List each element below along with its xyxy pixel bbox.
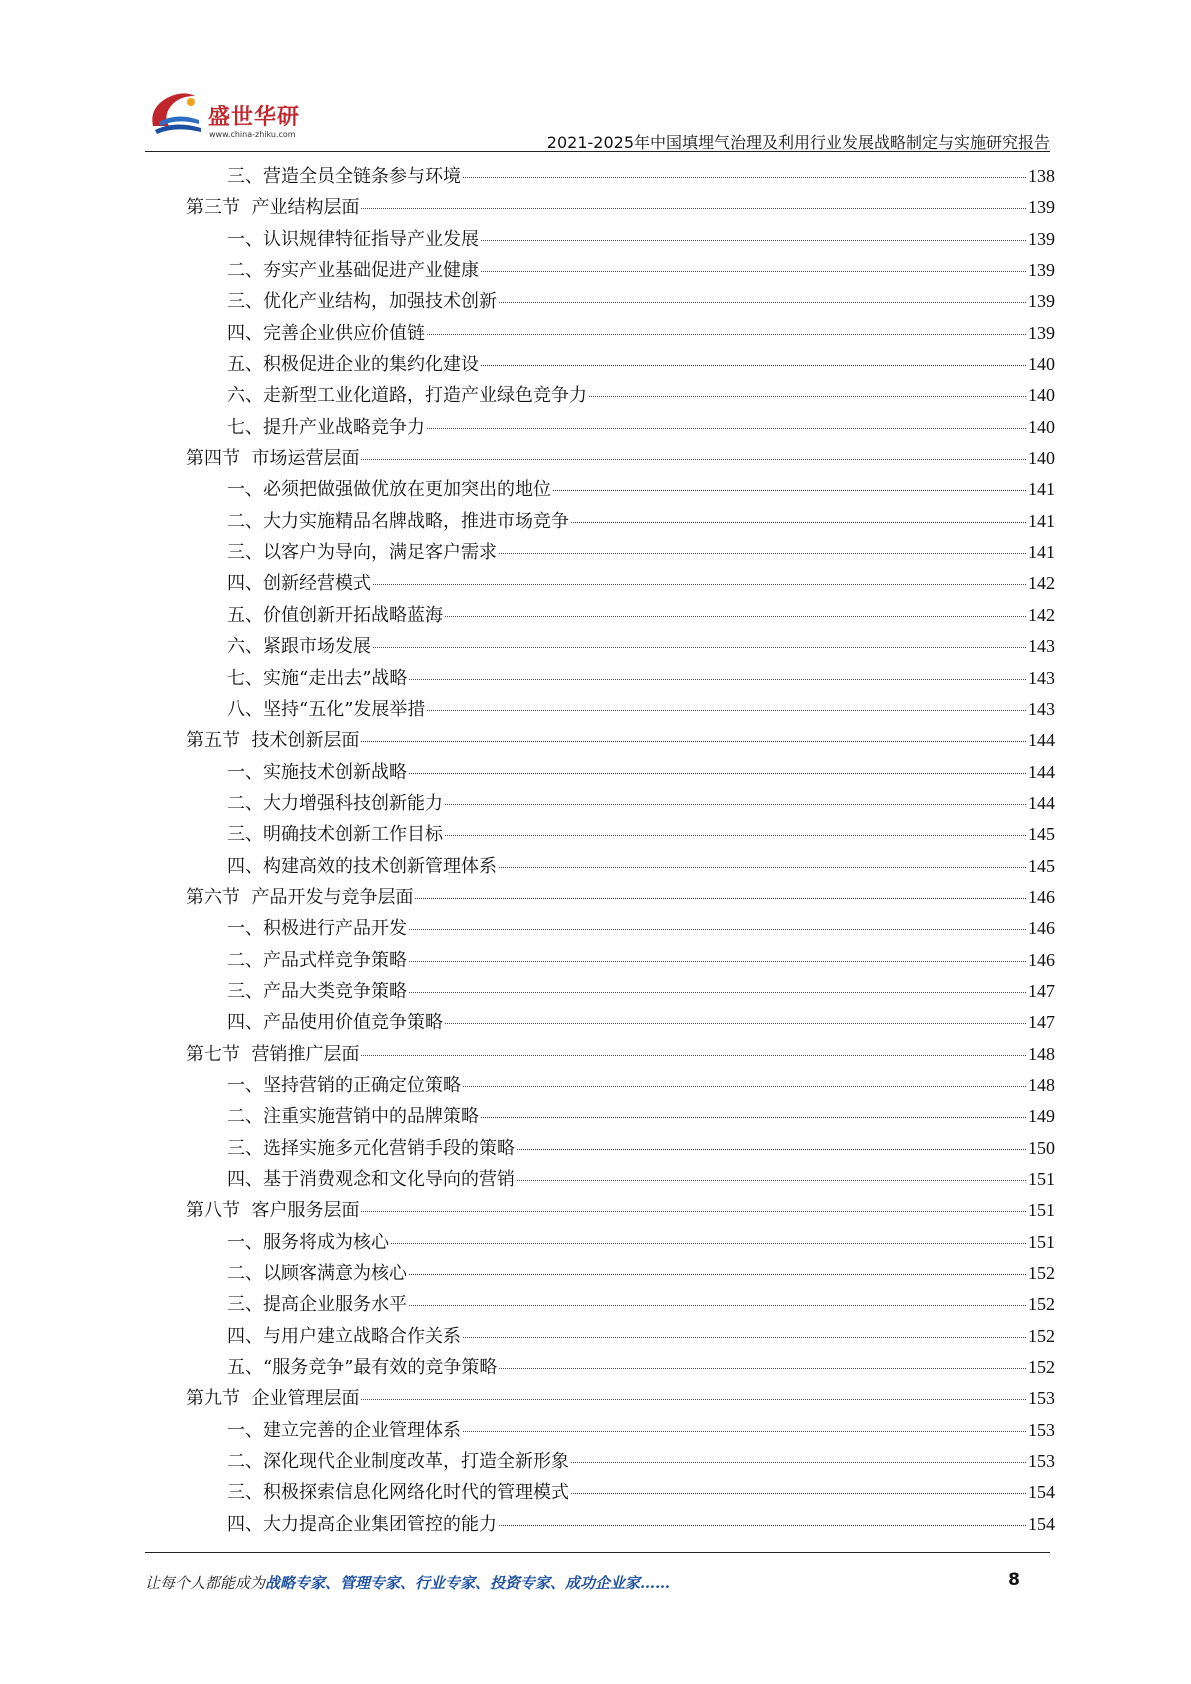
toc-subsection-entry[interactable] (186, 631, 1055, 662)
toc-entry-label: 六、走新型工业化道路，打造产业绿色竞争力 (227, 385, 587, 407)
toc-entry-label: 一、建立完善的企业管理体系 (227, 1419, 461, 1441)
toc-subsection-entry[interactable] (186, 819, 1055, 850)
toc-entry-label: 四、基于消费观念和文化导向的营销 (227, 1169, 515, 1190)
toc-entry-page: 152 (1028, 1294, 1055, 1315)
toc-entry-label: 第八节 客户服务层面 (186, 1200, 360, 1222)
brand-name: 盛世华研 (208, 105, 301, 130)
toc-entry-page: 148 (1028, 1074, 1055, 1095)
toc-dot-leader (499, 302, 1026, 303)
toc-subsection-entry[interactable] (186, 412, 1055, 443)
page-footer (145, 1572, 1020, 1596)
toc-dot-leader (481, 1117, 1026, 1118)
toc-entry-page: 147 (1028, 980, 1055, 1001)
toc-entry-page: 146 (1028, 886, 1055, 907)
toc-entry-label: 三、营造全员全链条参与环境 (227, 166, 461, 187)
toc-section-entry[interactable] (186, 1039, 1055, 1070)
header-divider (145, 151, 1050, 152)
toc-subsection-entry[interactable] (186, 1352, 1055, 1383)
toc-entry-label: 三、以客户为导向，满足客户需求 (227, 542, 497, 564)
footer-slogan-lead: 让每个人都能成为 (145, 1574, 266, 1592)
toc-subsection-entry[interactable] (186, 224, 1055, 255)
toc-entry-page: 140 (1028, 385, 1055, 406)
toc-subsection-entry[interactable] (186, 1509, 1055, 1540)
toc-dot-leader (445, 835, 1026, 836)
toc-entry-page: 140 (1028, 354, 1055, 375)
toc-subsection-entry[interactable] (186, 568, 1055, 599)
toc-subsection-entry[interactable] (186, 1258, 1055, 1289)
toc-entry-label: 二、夯实产业基础促进产业健康 (227, 260, 479, 282)
toc-entry-page: 151 (1028, 1169, 1055, 1189)
toc-dot-leader (409, 1305, 1026, 1306)
toc-entry-page: 142 (1028, 573, 1055, 594)
toc-entry-label: 四、与用户建立战略合作关系 (227, 1325, 461, 1347)
toc-subsection-entry[interactable] (186, 1164, 1055, 1195)
toc-dot-leader (361, 1211, 1026, 1212)
toc-entry-label: 五、价值创新开拓战略蓝海 (227, 604, 443, 626)
toc-entry-label: 一、积极进行产品开发 (227, 918, 407, 940)
toc-dot-leader (517, 1180, 1026, 1181)
toc-entry-page: 138 (1028, 166, 1055, 186)
toc-dot-leader (463, 1337, 1026, 1338)
toc-entry-page: 140 (1028, 448, 1055, 469)
toc-subsection-entry[interactable] (186, 913, 1055, 944)
toc-entry-label: 五、积极促进企业的集约化建设 (227, 354, 479, 376)
toc-entry-page: 152 (1028, 1325, 1055, 1346)
logo-emblem-icon (145, 86, 207, 138)
toc-subsection-entry[interactable] (186, 788, 1055, 819)
toc-dot-leader (445, 804, 1026, 805)
toc-entry-label: 第五节 技术创新层面 (186, 730, 360, 752)
toc-entry-page: 148 (1028, 1043, 1055, 1064)
toc-entry-label: 第三节 产业结构层面 (186, 197, 360, 219)
toc-entry-label: 一、坚持营销的正确定位策略 (227, 1074, 461, 1096)
table-of-contents (186, 161, 1055, 1540)
toc-entry-page: 140 (1028, 416, 1055, 437)
toc-dot-leader (571, 522, 1026, 523)
toc-dot-leader (409, 961, 1026, 962)
toc-entry-page: 153 (1028, 1419, 1055, 1440)
toc-entry-label: 四、创新经营模式 (227, 573, 371, 595)
company-logo (145, 78, 315, 146)
toc-entry-page: 147 (1028, 1012, 1055, 1033)
toc-dot-leader (553, 490, 1026, 491)
toc-entry-label: 第四节 市场运营层面 (186, 448, 360, 470)
toc-dot-leader (517, 1149, 1026, 1150)
toc-dot-leader (445, 616, 1026, 617)
toc-subsection-entry[interactable] (186, 663, 1055, 694)
toc-entry-label: 三、选择实施多元化营销手段的策略 (227, 1137, 515, 1159)
toc-entry-page: 146 (1028, 949, 1055, 970)
toc-dot-leader (361, 1055, 1026, 1056)
toc-section-entry[interactable] (186, 192, 1055, 223)
toc-section-entry[interactable] (186, 882, 1055, 913)
toc-section-entry[interactable] (186, 1195, 1055, 1226)
toc-subsection-entry[interactable] (186, 1477, 1055, 1508)
toc-entry-page: 142 (1028, 604, 1055, 625)
toc-subsection-entry[interactable] (186, 976, 1055, 1007)
toc-section-entry[interactable] (186, 1383, 1055, 1414)
toc-entry-page: 152 (1028, 1357, 1055, 1378)
toc-subsection-entry[interactable] (186, 506, 1055, 537)
toc-entry-page: 143 (1028, 636, 1055, 657)
toc-subsection-entry[interactable] (186, 255, 1055, 286)
toc-entry-page: 151 (1028, 1231, 1055, 1252)
toc-subsection-entry[interactable] (186, 945, 1055, 976)
toc-entry-label: 四、构建高效的技术创新管理体系 (227, 855, 497, 877)
toc-subsection-entry[interactable] (186, 1227, 1055, 1258)
toc-entry-label: 一、实施技术创新战略 (227, 761, 407, 783)
toc-dot-leader (499, 1525, 1026, 1526)
toc-entry-label: 三、提高企业服务水平 (227, 1294, 407, 1316)
toc-entry-page: 141 (1028, 510, 1055, 531)
toc-dot-leader (463, 1086, 1026, 1087)
toc-entry-label: 四、产品使用价值竞争策略 (227, 1012, 443, 1034)
toc-entry-page: 144 (1028, 792, 1055, 813)
toc-subsection-entry[interactable] (186, 1133, 1055, 1164)
toc-entry-page: 139 (1028, 291, 1055, 312)
toc-entry-page: 145 (1028, 855, 1055, 876)
toc-dot-leader (481, 365, 1026, 366)
toc-entry-page: 151 (1028, 1200, 1055, 1221)
toc-entry-page: 139 (1028, 197, 1055, 218)
page-number: 8 (1008, 1570, 1020, 1590)
toc-entry-page: 154 (1028, 1513, 1055, 1534)
toc-entry-page: 143 (1028, 667, 1055, 688)
toc-entry-page: 153 (1028, 1388, 1055, 1409)
footer-divider (145, 1552, 1050, 1553)
toc-subsection-entry[interactable] (186, 1070, 1055, 1101)
toc-dot-leader (445, 1023, 1026, 1024)
toc-dot-leader (391, 1243, 1026, 1244)
toc-entry-label: 七、提升产业战略竞争力 (227, 416, 425, 438)
toc-dot-leader (409, 773, 1026, 774)
toc-entry-page: 143 (1028, 698, 1055, 719)
toc-entry-page: 141 (1028, 542, 1055, 563)
toc-entry-page: 146 (1028, 918, 1055, 939)
toc-subsection-entry[interactable] (186, 161, 1055, 192)
toc-dot-leader (409, 1274, 1026, 1275)
toc-entry-page: 144 (1028, 730, 1055, 751)
toc-entry-label: 七、实施“走出去”战略 (227, 667, 408, 689)
toc-dot-leader (409, 929, 1026, 930)
toc-entry-label: 二、产品式样竞争策略 (227, 949, 407, 971)
toc-dot-leader (361, 741, 1026, 742)
toc-entry-page: 145 (1028, 824, 1055, 845)
toc-entry-label: 二、注重实施营销中的品牌策略 (227, 1106, 479, 1128)
toc-dot-leader (571, 1493, 1026, 1494)
toc-entry-page: 149 (1028, 1106, 1055, 1127)
toc-entry-page: 152 (1028, 1263, 1055, 1284)
toc-entry-label: 二、深化现代企业制度改革，打造全新形象 (227, 1451, 569, 1473)
toc-entry-label: 一、必须把做强做优放在更加突出的地位 (227, 479, 551, 501)
toc-dot-leader (499, 867, 1026, 868)
toc-entry-page: 153 (1028, 1451, 1055, 1472)
toc-entry-label: 二、以顾客满意为核心 (227, 1263, 407, 1285)
toc-subsection-entry[interactable] (186, 537, 1055, 568)
toc-subsection-entry[interactable] (186, 694, 1055, 725)
toc-dot-leader (415, 898, 1026, 899)
toc-subsection-entry[interactable] (186, 1007, 1055, 1038)
toc-section-entry[interactable] (186, 725, 1055, 756)
toc-dot-leader (427, 334, 1026, 335)
toc-entry-page: 139 (1028, 260, 1055, 281)
toc-dot-leader (373, 647, 1026, 648)
toc-subsection-entry[interactable] (186, 380, 1055, 411)
toc-dot-leader (361, 208, 1026, 209)
toc-entry-label: 二、大力增强科技创新能力 (227, 792, 443, 814)
toc-entry-page: 154 (1028, 1482, 1055, 1503)
toc-dot-leader (481, 271, 1026, 272)
toc-dot-leader (409, 679, 1026, 680)
toc-entry-page: 141 (1028, 479, 1055, 500)
toc-dot-leader (499, 553, 1026, 554)
toc-subsection-entry[interactable] (186, 286, 1055, 317)
toc-subsection-entry[interactable] (186, 1415, 1055, 1446)
toc-dot-leader (481, 240, 1026, 241)
page-header (145, 78, 1050, 150)
report-title: 2021-2025年中国填埋气治理及利用行业发展战略制定与实施研究报告 (546, 133, 1050, 152)
toc-entry-label: 三、优化产业结构，加强技术创新 (227, 291, 497, 313)
toc-dot-leader (571, 1462, 1026, 1463)
toc-subsection-entry[interactable] (186, 1446, 1055, 1477)
toc-entry-page: 150 (1028, 1137, 1055, 1158)
toc-subsection-entry[interactable] (186, 474, 1055, 505)
toc-entry-page: 144 (1028, 761, 1055, 782)
toc-dot-leader (499, 1368, 1026, 1369)
toc-entry-label: 八、坚持“五化”发展举措 (227, 698, 426, 720)
toc-subsection-entry[interactable] (186, 1101, 1055, 1132)
toc-entry-label: 三、明确技术创新工作目标 (227, 824, 443, 846)
toc-entry-label: 六、紧跟市场发展 (227, 636, 371, 658)
toc-entry-label: 一、服务将成为核心 (227, 1231, 389, 1253)
toc-subsection-entry[interactable] (186, 757, 1055, 788)
toc-subsection-entry[interactable] (186, 1321, 1055, 1352)
toc-entry-label: 第七节 营销推广层面 (186, 1043, 360, 1065)
toc-dot-leader (463, 1431, 1026, 1432)
toc-dot-leader (409, 992, 1026, 993)
toc-subsection-entry[interactable] (186, 318, 1055, 349)
toc-section-entry[interactable] (186, 443, 1055, 474)
toc-entry-label: 一、认识规律特征指导产业发展 (227, 228, 479, 250)
toc-subsection-entry[interactable] (186, 851, 1055, 882)
toc-entry-page: 139 (1028, 228, 1055, 249)
toc-entry-label: 三、积极探索信息化网络化时代的管理模式 (227, 1482, 569, 1504)
toc-dot-leader (589, 396, 1026, 397)
toc-subsection-entry[interactable] (186, 1289, 1055, 1320)
toc-dot-leader (361, 459, 1026, 460)
toc-entry-label: 第六节 产品开发与竞争层面 (186, 886, 414, 908)
toc-dot-leader (373, 584, 1026, 585)
footer-slogan-roles: 战略专家、管理专家、行业专家、投资专家、成功企业家…… (265, 1574, 671, 1592)
toc-dot-leader (463, 177, 1026, 178)
toc-entry-label: 五、“服务竞争”最有效的竞争策略 (227, 1357, 498, 1379)
toc-entry-label: 三、产品大类竞争策略 (227, 980, 407, 1002)
toc-entry-label: 四、大力提高企业集团管控的能力 (227, 1513, 497, 1535)
toc-entry-label: 第九节 企业管理层面 (186, 1388, 360, 1410)
toc-subsection-entry[interactable] (186, 349, 1055, 380)
toc-dot-leader (427, 428, 1026, 429)
brand-url: www.china-zhiku.com (209, 130, 296, 139)
toc-dot-leader (361, 1399, 1026, 1400)
toc-entry-label: 四、完善企业供应价值链 (227, 322, 425, 344)
toc-entry-label: 二、大力实施精品名牌战略，推进市场竞争 (227, 510, 569, 532)
toc-dot-leader (427, 710, 1026, 711)
toc-subsection-entry[interactable] (186, 600, 1055, 631)
toc-entry-page: 139 (1028, 322, 1055, 343)
